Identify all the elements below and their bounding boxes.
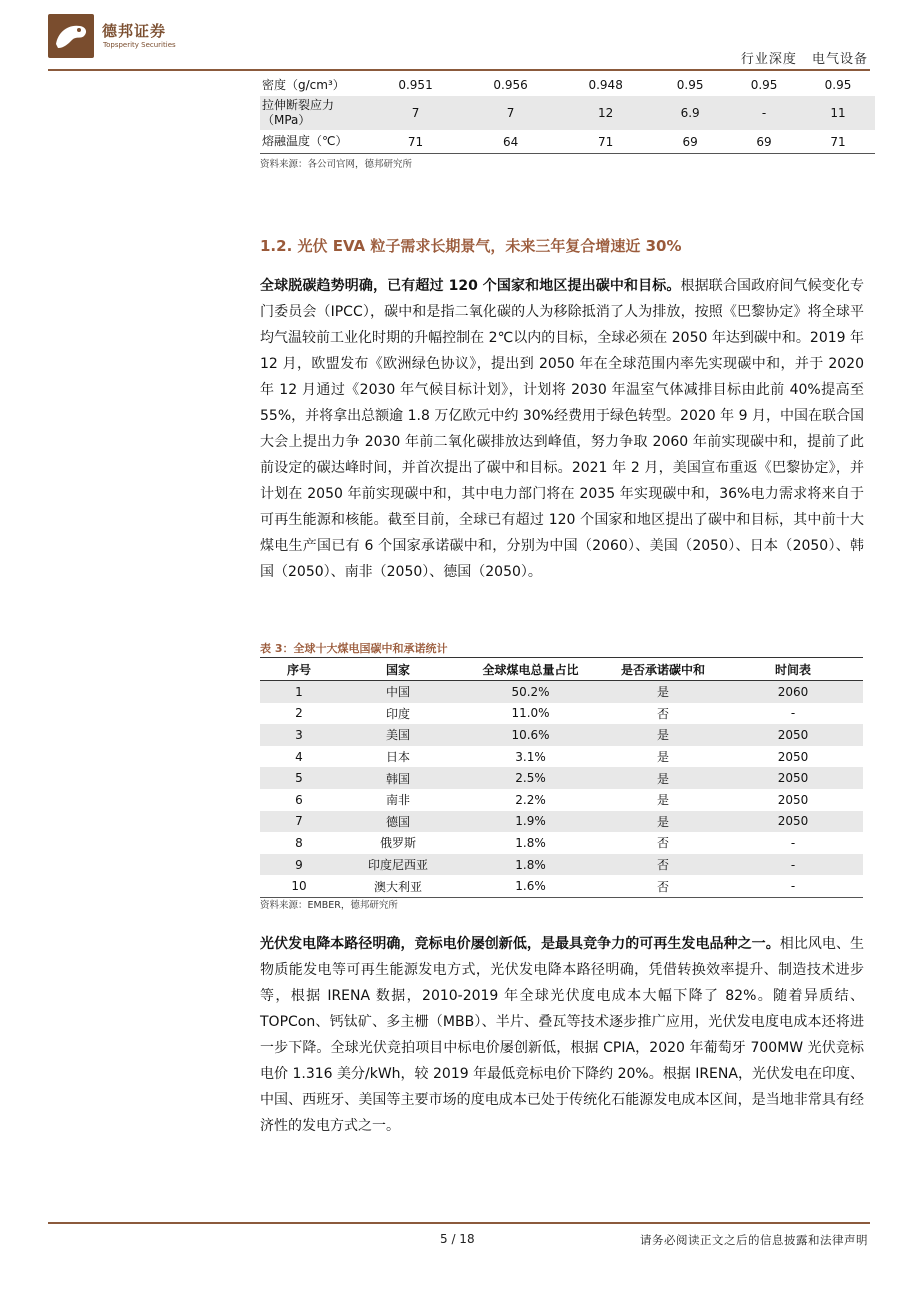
table-cell: 1.6% xyxy=(458,875,603,897)
table-cell: 俄罗斯 xyxy=(379,836,416,851)
page-header xyxy=(48,14,870,74)
table-cell: 0.95 xyxy=(824,78,852,92)
paragraph-lead: 全球脱碳趋势明确，已有超过 120 个国家和地区提出碳中和目标。 xyxy=(260,278,681,294)
table-cell: 1 xyxy=(260,681,338,703)
table-cell: 2.5% xyxy=(458,767,603,789)
table-cell: 5 xyxy=(260,767,338,789)
paragraph-body: 根据联合国政府间气候变化专门委员会（IPCC），碳中和是指二氧化碳的人为移除抵消了人为排放，按照《巴黎协定》将全球平均气温较前工业化时期的升幅控制在 2℃以内的目标，全球必须在 2050 年达到碳中和。2019 年 12 月，欧盟发布《欧洲绿色协议》，提出到 2050 年在全球范围内率先实现碳中和，并于 2020 年 12 月通过《2030 年气候目标计划》，计划将 2030 年温室气体减排目标由此前 40%提高至 55%，并将拿出总额逾 1.8 万亿欧元中约 30%经费用于绿色转型。2020 年 9 月，中国在联合国大会上提出力争 2030 年前二氧化碳排放达到峰值，努力争取 2060 年前实现碳中和，提前了此前设定的碳达峰时间，并首次提出了碳中和目标。2021 年 2 月，美国宣布重返《巴黎协定》，并计划在 2050 年前实现碳中和，其中电力部门将在 2035 年实现碳中和，36%电力需求将来自于可再生能源和核能。截至目前，全球已有超过 120 个国家和地区提出了碳中和目标，其中前十大煤电生产国已有 6 个国家承诺碳中和，分别为中国（2060）、美国（2050）、日本（2050）、韩国（2050）、南非（2050）、德国（2050）。 xyxy=(260,278,864,580)
material-properties-table xyxy=(260,74,875,154)
table-cell: 2050 xyxy=(723,767,863,789)
table-cell: 印度尼西亚 xyxy=(338,854,458,876)
paragraph-body: 相比风电、生物质能发电等可再生能源发电方式，光伏发电降本路径明确，凭借转换效率提升、制造技术进步等，根据 IRENA 数据，2010-2019 年全球光伏度电成本大幅下降了 82%。随着异质结、TOPCon、钙钛矿、多主栅（MBB）、半片、叠瓦等技术逐步推广应用，光伏发电度电成本还将进一步下降。全球光伏竞拍项目中标电价屡创新低，根据 CPIA，2020 年葡萄牙 700MW 光伏竞标电价 1.316 美分/kWh，较 2019 年最低竞标电价下降约 20%。根据 IRENA，光伏发电在印度、中国、西班牙、美国等主要市场的度电成本已处于传统化石能源发电成本区间，是当地非常具有经济性的发电方式之一。 xyxy=(260,936,865,1134)
brand-name-en: Topsperity Securities xyxy=(103,41,176,49)
table-cell: 2 xyxy=(295,706,303,721)
table-cell: 11.0% xyxy=(511,706,550,721)
table-cell: 6 xyxy=(295,792,303,807)
legal-disclaimer: 请务必阅读正文之后的信息披露和法律声明 xyxy=(640,1233,868,1247)
table-cell: 11 xyxy=(801,96,875,130)
table-cell: 南非 xyxy=(385,793,410,808)
table-cell: 是 xyxy=(603,724,723,746)
table1-source: 资料来源：各公司官网，德邦研究所 xyxy=(260,159,413,170)
table-cell: 2.2% xyxy=(515,792,546,807)
footer-divider xyxy=(48,1222,870,1224)
section-heading: 1.2. 光伏 EVA 粒子需求长期景气，未来三年复合增速近 30% xyxy=(260,237,682,255)
table-cell: 8 xyxy=(295,835,303,850)
industry-label: 电气设备 xyxy=(811,52,868,67)
table-cell: 是 xyxy=(656,750,669,765)
table-cell: 7 xyxy=(368,96,463,130)
table-cell: 印度 xyxy=(385,706,410,721)
paragraph-pv-cost xyxy=(260,931,864,1139)
column-header: 时间表 xyxy=(723,658,863,681)
table-cell: 9 xyxy=(260,854,338,876)
report-type: 行业深度 xyxy=(740,52,797,67)
table-cell: 美国 xyxy=(338,724,458,746)
table-cell: 0.956 xyxy=(493,78,528,92)
table-row xyxy=(260,811,863,833)
table-cell: 6.9 xyxy=(653,96,727,130)
table-cell: 中国 xyxy=(338,681,458,703)
table-cell: - xyxy=(790,835,796,850)
table-cell: 0.948 xyxy=(588,78,623,92)
table-cell: 3.1% xyxy=(515,749,546,764)
table-cell: 7 xyxy=(260,811,338,833)
column-header: 国家 xyxy=(338,658,458,681)
table-cell: 71 xyxy=(368,130,463,154)
table-cell: 是 xyxy=(603,767,723,789)
table-row xyxy=(260,832,863,854)
table-cell: 12 xyxy=(558,96,653,130)
logo-mark-icon xyxy=(48,14,94,58)
table-cell: - xyxy=(723,854,863,876)
table-cell: 4 xyxy=(295,749,303,764)
table-cell: - xyxy=(790,706,796,721)
table-row xyxy=(260,703,863,725)
column-header: 全球煤电总量占比 xyxy=(458,658,603,681)
table3-caption: 表 3：全球十大煤电国碳中和承诺统计 xyxy=(260,642,448,655)
page-number: 5 / 18 xyxy=(440,1232,475,1246)
table-cell: 否 xyxy=(656,836,669,851)
table-row xyxy=(260,746,863,768)
table-cell: 2050 xyxy=(723,724,863,746)
table-cell: 2060 xyxy=(723,681,863,703)
table-cell: 是 xyxy=(603,681,723,703)
table-cell: 1.8% xyxy=(515,835,546,850)
table-cell: 2050 xyxy=(777,749,809,764)
table-cell: 日本 xyxy=(385,750,410,765)
table-row xyxy=(260,767,863,789)
table-cell: 澳大利亚 xyxy=(338,875,458,897)
table-header-row xyxy=(260,658,863,681)
table-cell: 否 xyxy=(603,854,723,876)
company-logo xyxy=(48,14,94,58)
paragraph-lead: 光伏发电降本路径明确，竞标电价屡创新低，是最具竞争力的可再生发电品种之一。 xyxy=(260,936,780,952)
row-label: 拉伸断裂应力（MPa） xyxy=(260,96,368,130)
row-label: 熔融温度（℃） xyxy=(260,130,368,154)
table-cell: 0.95 xyxy=(750,78,778,92)
paragraph-carbon-neutral xyxy=(260,273,864,585)
table3-source: 资料来源：EMBER，德邦研究所 xyxy=(260,900,398,911)
table-row xyxy=(260,875,863,897)
column-header: 序号 xyxy=(260,658,338,681)
header-divider xyxy=(48,69,870,71)
table-row xyxy=(260,96,875,130)
table-cell: 7 xyxy=(463,96,558,130)
table-cell: - xyxy=(723,875,863,897)
table-row xyxy=(260,724,863,746)
table-cell: 10 xyxy=(260,875,338,897)
table-cell: - xyxy=(727,96,801,130)
table-cell: 10.6% xyxy=(458,724,603,746)
table-cell: 否 xyxy=(656,706,669,721)
table-cell: 64 xyxy=(463,130,558,154)
table-cell: 71 xyxy=(558,130,653,154)
column-header: 是否承诺碳中和 xyxy=(603,658,723,681)
table-cell: 否 xyxy=(603,875,723,897)
table-cell: 69 xyxy=(653,130,727,154)
table-cell: 69 xyxy=(727,130,801,154)
table-cell: 3 xyxy=(260,724,338,746)
table-cell: 1.9% xyxy=(458,811,603,833)
table-cell: 是 xyxy=(603,811,723,833)
table-cell: 1.8% xyxy=(458,854,603,876)
table-row xyxy=(260,854,863,876)
table-row xyxy=(260,74,875,96)
row-label: 密度（g/cm³） xyxy=(262,77,345,92)
table-cell: 韩国 xyxy=(338,767,458,789)
table-row xyxy=(260,681,863,703)
brand-name: 德邦证券 xyxy=(102,22,167,40)
table-cell: 2050 xyxy=(723,811,863,833)
table-cell: 50.2% xyxy=(458,681,603,703)
table-cell: 是 xyxy=(656,793,669,808)
table-row xyxy=(260,789,863,811)
table-cell: 德国 xyxy=(338,811,458,833)
table-cell: 2050 xyxy=(777,792,809,807)
table-row xyxy=(260,130,875,154)
table-cell: 71 xyxy=(801,130,875,154)
table-cell: 0.951 xyxy=(398,78,433,92)
table-cell: 0.95 xyxy=(676,78,704,92)
report-category xyxy=(731,48,868,67)
coal-power-table xyxy=(260,657,863,898)
